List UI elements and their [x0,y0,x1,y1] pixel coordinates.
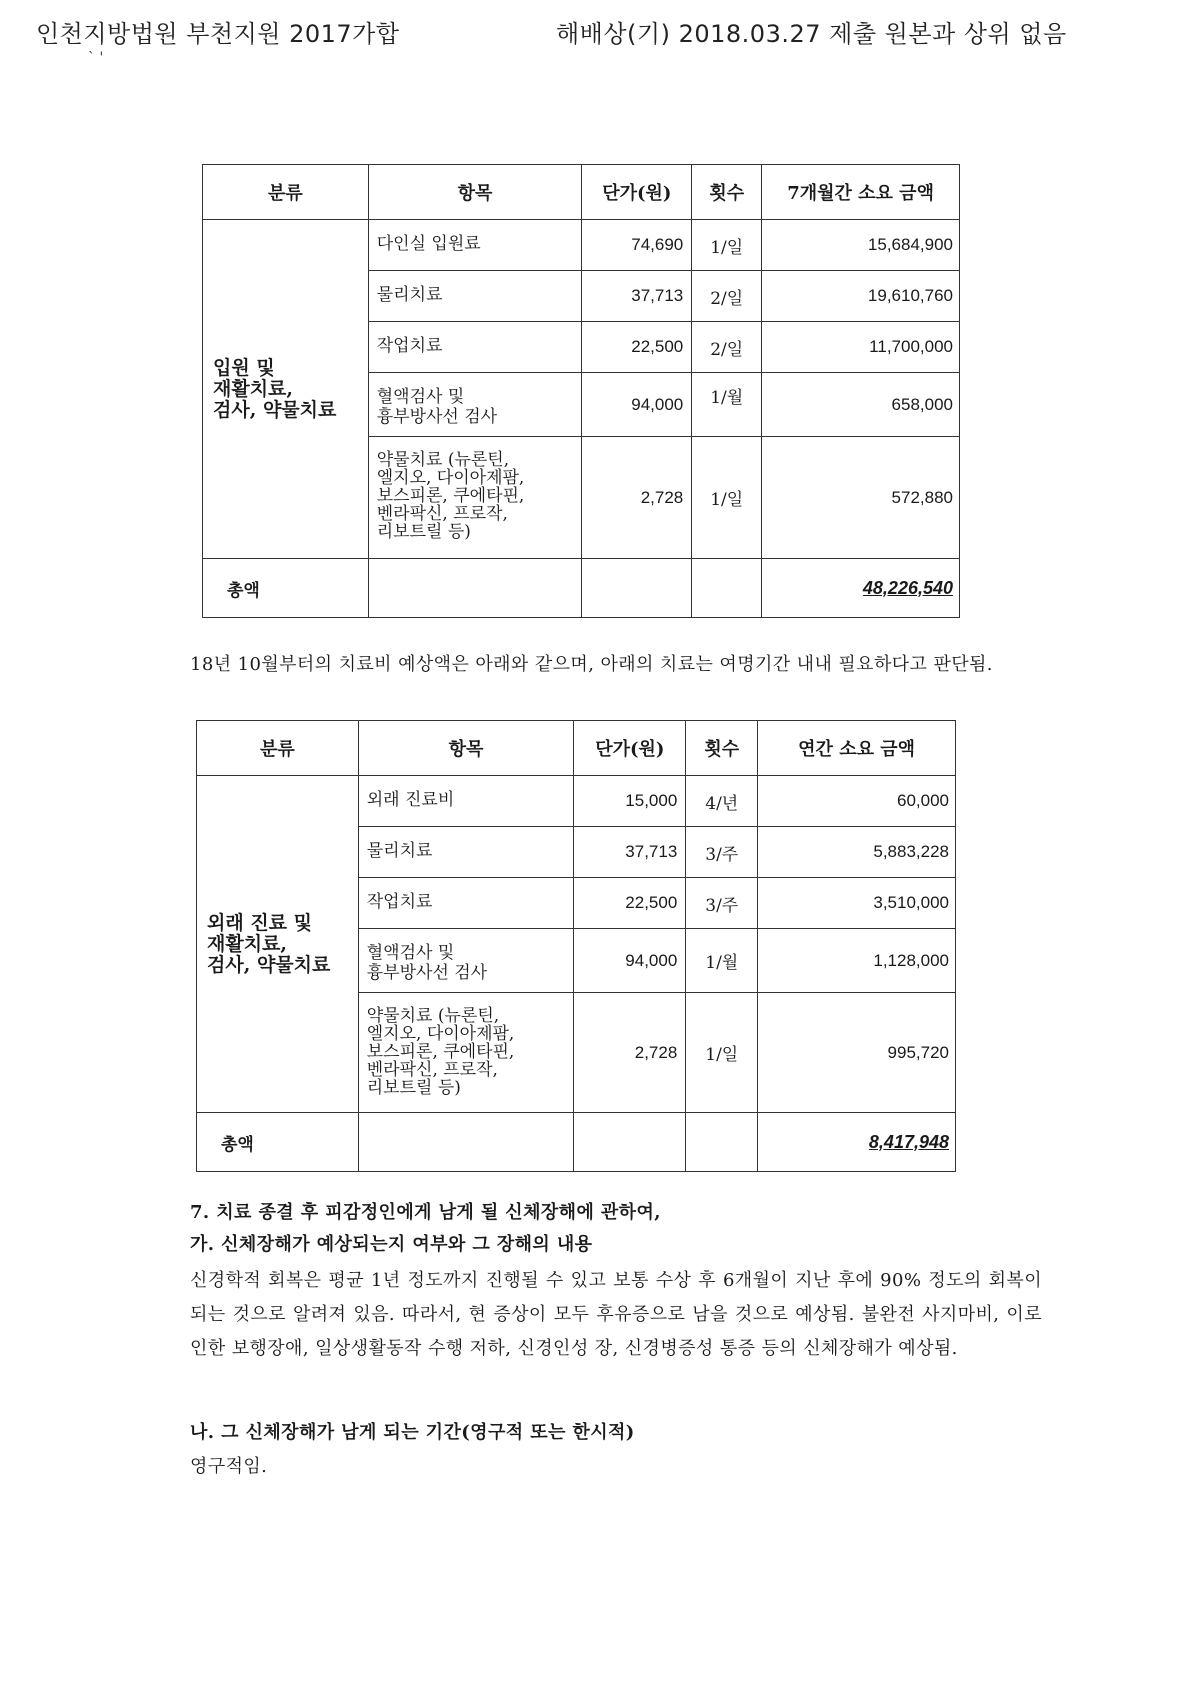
item-cell: 작업치료 [358,878,574,929]
section-7a-title: 가. 신체장해가 예상되는지 여부와 그 장해의 내용 [190,1234,593,1255]
item-cell: 다인실 입원료 [368,220,582,271]
section-7b-title: 나. 그 신체장해가 남게 되는 기간(영구적 또는 한시적) [190,1422,635,1443]
header-court-case: 인천지방법원 부천지원 2017가합 [36,20,400,48]
frequency-cell: 1/일 [686,993,758,1113]
table-row [197,776,956,827]
table-header-row [203,165,960,220]
unit-price-cell: 22,500 [582,322,692,373]
total-amount: 48,226,540 [762,559,960,618]
item-cell: 약물치료 (뉴론틴, 엘지오, 다이아제팜, 보스피론, 쿠에타핀, 벤라팍신, 프로작, 리보트릴 등) [368,437,582,559]
header-submission-note: 해배상(기) 2018.03.27 제출 원본과 상위 없음 [556,20,1067,48]
section-7a-body: 신경학적 회복은 평균 1년 정도까지 진행될 수 있고 보통 수상 후 6개월이 지난 후에 90% 정도의 회복이 되는 것으로 알려져 있음. 따라서, 현 증상이 모두 후유증으로 남을 것으로 예상됨. 불완전 사지마비, 이로 인한 보행장애, 일상생활동작 수행 저하, 신경인성 장, 신경병증성 통증 등의 신체장해가 예상됨. [190,1270,1042,1359]
unit-price-cell: 74,690 [582,220,692,271]
amount-cell: 15,684,900 [762,220,960,271]
empty-cell [358,1113,574,1172]
header-frequency: 횟수 [692,165,762,220]
table-row [203,220,960,271]
item-cell: 혈액검사 및 흉부방사선 검사 [368,373,582,437]
amount-cell: 11,700,000 [762,322,960,373]
unit-price-cell: 22,500 [574,878,686,929]
header-unit-price: 단가(원) [582,165,692,220]
unit-price-cell: 37,713 [582,271,692,322]
amount-cell: 1,128,000 [758,929,956,993]
forecast-paragraph: 18년 10월부터의 치료비 예상액은 아래와 같으며, 아래의 치료는 여명기간 내내 필요하다고 판단됨. [190,654,993,675]
frequency-cell: 1/월 [686,929,758,993]
table-header-row [197,721,956,776]
frequency-cell: 1/일 [692,220,762,271]
unit-price-cell: 37,713 [574,827,686,878]
frequency-cell: 2/일 [692,271,762,322]
item-cell: 약물치료 (뉴론틴, 엘지오, 다이아제팜, 보스피론, 쿠에타핀, 벤라팍신, 프로작, 리보트릴 등) [358,993,574,1113]
frequency-cell: 3/주 [686,878,758,929]
header-category: 분류 [197,721,359,776]
amount-cell: 658,000 [762,373,960,437]
hospitalization-cost-table [202,164,960,618]
header-amount: 7개월간 소요 금액 [762,165,960,220]
header-marks: ` ' [88,50,104,66]
category-cell: 외래 진료 및 재활치료, 검사, 약물치료 [197,776,359,1113]
amount-cell: 572,880 [762,437,960,559]
header-item: 항목 [368,165,582,220]
category-cell: 입원 및 재활치료, 검사, 약물치료 [203,220,369,559]
header-unit-price: 단가(원) [574,721,686,776]
item-cell: 외래 진료비 [358,776,574,827]
amount-cell: 5,883,228 [758,827,956,878]
unit-price-cell: 15,000 [574,776,686,827]
section-7b-body: 영구적임. [190,1456,268,1477]
amount-cell: 19,610,760 [762,271,960,322]
outpatient-cost-table [196,720,956,1172]
header-category: 분류 [203,165,369,220]
item-cell: 물리치료 [368,271,582,322]
header-item: 항목 [358,721,574,776]
empty-cell [368,559,582,618]
empty-cell [686,1113,758,1172]
header-amount: 연간 소요 금액 [758,721,956,776]
frequency-cell: 1/일 [692,437,762,559]
section-7-title: 7. 치료 종결 후 피감정인에게 남게 될 신체장해에 관하여, [190,1202,661,1223]
header-frequency: 횟수 [686,721,758,776]
empty-cell [692,559,762,618]
frequency-cell: 2/일 [692,322,762,373]
item-cell: 작업치료 [368,322,582,373]
unit-price-cell: 94,000 [582,373,692,437]
frequency-cell: 4/년 [686,776,758,827]
item-cell: 혈액검사 및 흉부방사선 검사 [358,929,574,993]
empty-cell [574,1113,686,1172]
empty-cell [582,559,692,618]
total-amount: 8,417,948 [758,1113,956,1172]
unit-price-cell: 2,728 [574,993,686,1113]
total-row [197,1113,956,1172]
amount-cell: 60,000 [758,776,956,827]
amount-cell: 3,510,000 [758,878,956,929]
frequency-cell: 3/주 [686,827,758,878]
item-cell: 물리치료 [358,827,574,878]
total-label: 총액 [203,559,369,618]
unit-price-cell: 2,728 [582,437,692,559]
frequency-cell: 1/월 [692,373,762,437]
total-label: 총액 [197,1113,359,1172]
unit-price-cell: 94,000 [574,929,686,993]
total-row [203,559,960,618]
amount-cell: 995,720 [758,993,956,1113]
